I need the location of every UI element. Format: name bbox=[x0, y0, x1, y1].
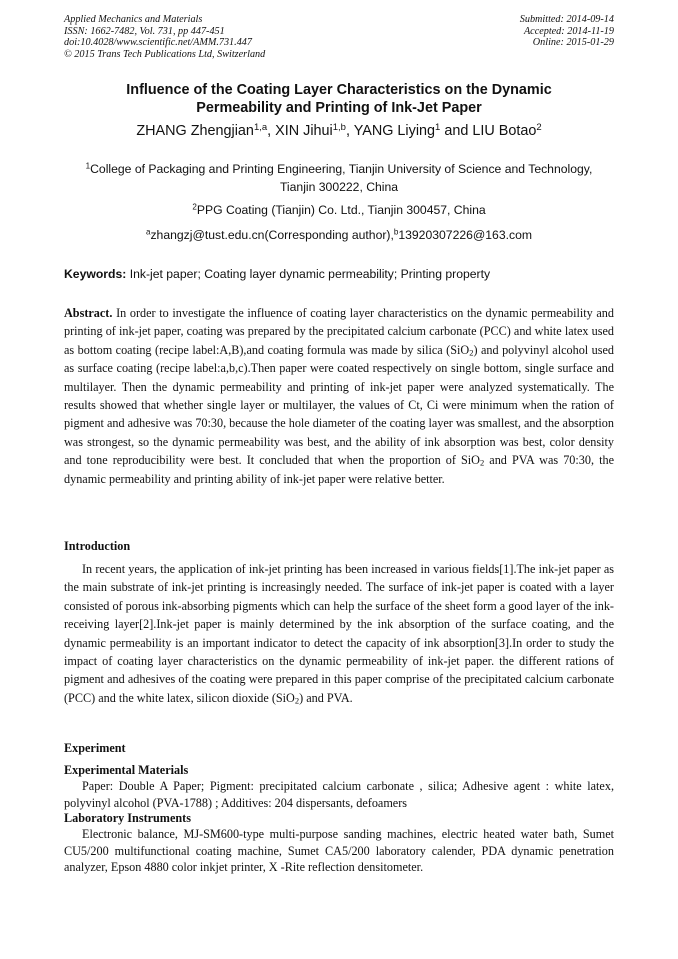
author-name: XIN Jihui bbox=[275, 123, 333, 139]
author-superscript: 2 bbox=[536, 121, 542, 133]
subscript: 2 bbox=[469, 347, 474, 358]
online-date: Online: 2015-01-29 bbox=[532, 37, 614, 49]
submitted-date: Submitted: 2014-09-14 bbox=[519, 14, 614, 25]
subscript: 2 bbox=[294, 695, 300, 706]
author-superscript: 1,b bbox=[332, 121, 346, 133]
affiliation-text: PPG Coating (Tianjin) Co. Ltd., Tianjin 300457, China bbox=[196, 203, 486, 217]
email-line bbox=[64, 227, 614, 245]
instruments-paragraph: Electronic balance, MJ-SM600-type multi-purpose sanding machines, electric heated water bath, Sumet CU5/200 multifunctional coating machine, Sumet CA5/200 laboratory calender, PDA dynamic penetration analyzer, Epson 4880 color inkjet printer, X -Rite reflection densitometer. bbox=[64, 827, 614, 875]
section-heading-experiment: Experiment bbox=[64, 741, 126, 755]
affiliation-2 bbox=[64, 202, 614, 220]
title-line-2: Permeability and Printing of Ink-Jet Paper bbox=[196, 99, 482, 116]
title-line-1: Influence of the Coating Layer Characteristics on the Dynamic bbox=[126, 82, 552, 98]
email-text: zhangzj@tust.edu.cn(Corresponding author), bbox=[150, 228, 394, 242]
author-name: ZHANG Zhengjian bbox=[136, 123, 254, 139]
abstract-text: and PVA was 70:30, the dynamic permeability and printing ability of ink-jet paper were relative better. bbox=[64, 453, 614, 486]
introduction-paragraph bbox=[64, 560, 614, 707]
affiliation-superscript: 2 bbox=[192, 202, 197, 212]
author-separator: , bbox=[267, 123, 276, 139]
email-text: 13920307226@163.com bbox=[398, 228, 533, 242]
subscript: 2 bbox=[479, 457, 485, 468]
author-separator: , bbox=[345, 123, 354, 139]
keywords-text: Ink-jet paper; Coating layer dynamic permeability; Printing property bbox=[126, 267, 491, 281]
journal-name: Applied Mechanics and Materials bbox=[64, 14, 203, 25]
keywords bbox=[64, 266, 614, 282]
email-superscript: b bbox=[393, 227, 399, 237]
abstract bbox=[64, 304, 614, 488]
dates-header bbox=[520, 14, 614, 49]
journal-header bbox=[64, 14, 265, 60]
section-heading-introduction: Introduction bbox=[64, 539, 131, 553]
accepted-date: Accepted: 2014-11-19 bbox=[523, 25, 614, 37]
abstract-text: In order to investigate the influence of coating layer characteristics on the dynamic permeability and printing of ink-jet paper, coating was prepared by the precipitated calcium carbonate (PCC) and white latex used as bottom coating (recipe label:A,B),and coating formula was made by silica (SiO bbox=[64, 306, 614, 357]
paragraph-text: In recent years, the application of ink-jet printing has been increased in various fields[1].The ink-jet paper as the main substrate of ink-jet printing is increasingly needed. The surface of ink-jet paper is coated with a layer consisted of porous ink-absorbing pigments which can help the surface of the sheet form a good layer of the ink-receiving layer[2].Ink-jet paper is mainly determined by the ink absorption of the surface coating, and the dynamic permeability is an important indicator to detect the capacity of ink absorption[3].In order to study the impact of coating layer characteristics on the dynamic permeability of ink-jet paper. the different rations of pigment and adhesives of the coating were prepared in this paper comprise of the precipitated calcium carbonate (PCC) and the white latex, silicon dioxide (SiO bbox=[64, 562, 614, 705]
copyright-line: © 2015 Trans Tech Publications Ltd, Switzerland bbox=[64, 48, 266, 60]
affiliation-text: Tianjin 300222, China bbox=[279, 179, 399, 194]
subsection-heading-materials: Experimental Materials bbox=[64, 763, 189, 777]
author-separator: and bbox=[440, 123, 473, 139]
email-superscript: a bbox=[145, 227, 151, 237]
author-superscript: 1,a bbox=[253, 121, 268, 133]
doi-line: doi:10.4028/www.scientific.net/AMM.731.447 bbox=[64, 37, 252, 49]
paper-title bbox=[64, 82, 614, 117]
affiliation-text: College of Packaging and Printing Engineering, Tianjin University of Science and Technology, bbox=[90, 162, 593, 176]
keywords-label: Keywords: bbox=[64, 267, 127, 281]
abstract-label: Abstract. bbox=[64, 306, 113, 320]
subsection-heading-instruments: Laboratory Instruments bbox=[64, 811, 191, 825]
author-name: LIU Botao bbox=[472, 123, 537, 139]
issn-line: ISSN: 1662-7482, Vol. 731, pp 447-451 bbox=[64, 25, 225, 37]
author-superscript: 1 bbox=[435, 121, 441, 133]
affiliation-1 bbox=[64, 161, 614, 196]
author-list bbox=[64, 122, 614, 140]
paragraph-text: ) and PVA. bbox=[299, 690, 353, 705]
materials-paragraph: Paper: Double A Paper; Pigment: precipitated calcium carbonate , silica; Adhesive agent : white latex, polyvinyl alcohol (PVA-1788) ; Additives: 204 dispersants, defoamers bbox=[64, 779, 614, 810]
abstract-text: ) and polyvinyl alcohol used as surface coating (recipe label:a,b,c).Then paper were coated respectively on single bottom, single surface and multilayer. Then the dynamic permeability and printing of ink-jet paper were analyzed systematically. The results showed that whether single layer or multilayer, the values of Ct, Ci were minimum when the ration of pigment and adhesive was 70:30, because the hole diameter of the coating layer was smallest, and the absorption was strongest, so the dynamic permeability was best, and the ability of ink absorption was best, color density and tone reproducibility were best. It concluded that when the proportion of SiO bbox=[64, 342, 614, 468]
author-name: YANG Liying bbox=[353, 123, 436, 139]
affiliation-superscript: 1 bbox=[85, 161, 91, 171]
